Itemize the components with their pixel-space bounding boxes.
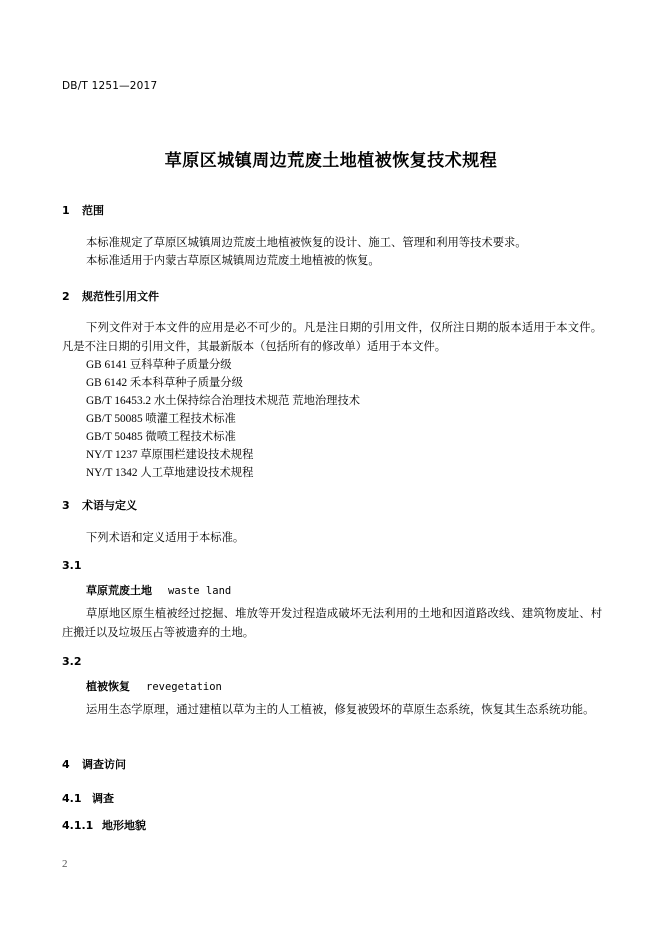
section-3-intro: 下列术语和定义适用于本标准。 [86,532,245,544]
term-3-2-english: revegetation [146,681,222,693]
reference-item: GB 6141 豆科草种子质量分级 [86,359,232,371]
reference-item: GB/T 50485 微喷工程技术标准 [86,431,236,443]
reference-item: GB/T 16453.2 水土保持综合治理技术规范 荒地治理技术 [86,395,361,407]
document-code: DB/T 1251—2017 [62,80,158,92]
section-2-number: 2 [62,290,70,303]
term-3-1-chinese: 草原荒废土地 [86,584,152,597]
term-3-2-number: 3.2 [62,655,82,668]
section-2-intro: 下列文件对于本文件的应用是必不可少的。凡是注日期的引用文件，仅所注日期的版本适用于本文件。凡是不注日期的引用文件，其最新版本（包括所有的修改单）适用于本文件。 [62,322,602,353]
reference-item: GB/T 50085 喷灌工程技术标准 [86,413,236,425]
section-1-title: 范围 [82,204,104,217]
document-title: 草原区城镇周边荒废土地植被恢复技术规程 [164,151,498,171]
subsection-4-1-1-title: 地形地貌 [102,819,146,832]
page-number: 2 [62,858,68,870]
reference-item: NY/T 1342 人工草地建设技术规程 [86,467,254,479]
term-3-1-heading [86,582,231,598]
subsection-4-1-1-heading [62,817,146,833]
term-3-2-heading [86,678,222,694]
term-3-2-chinese: 植被恢复 [86,680,130,693]
section-3-heading [62,497,137,513]
section-1-paragraph-1: 本标准规定了草原区城镇周边荒废土地植被恢复的设计、施工、管理和利用等技术要求。 [86,237,527,249]
reference-item: NY/T 1237 草原围栏建设技术规程 [86,449,254,461]
section-4-title: 调查访问 [82,758,126,771]
section-3-title: 术语与定义 [82,499,137,512]
term-3-1-number: 3.1 [62,559,82,572]
term-3-1-english: waste land [168,585,232,597]
subsection-4-1-heading [62,790,114,806]
section-3-number: 3 [62,499,70,512]
term-3-1-definition: 草原地区原生植被经过挖掘、堆放等开发过程造成破坏无法利用的土地和因道路改线、建筑物废址、村庄搬迁以及垃圾压占等被遗弃的土地。 [62,608,602,639]
reference-item: GB 6142 禾本科草种子质量分级 [86,377,243,389]
section-2-heading [62,288,159,304]
subsection-4-1-1-number: 4.1.1 [62,819,94,832]
term-3-2-definition: 运用生态学原理，通过建植以草为主的人工植被，修复被毁坏的草原生态系统，恢复其生态系统功能。 [86,704,595,716]
section-4-number: 4 [62,758,70,771]
section-1-number: 1 [62,204,70,217]
subsection-4-1-number: 4.1 [62,792,82,805]
section-2-title: 规范性引用文件 [82,290,159,303]
section-1-paragraph-2: 本标准适用于内蒙古草原区城镇周边荒废土地植被的恢复。 [86,255,380,267]
section-4-heading [62,756,126,772]
section-1-heading [62,202,104,218]
subsection-4-1-title: 调查 [92,792,114,805]
